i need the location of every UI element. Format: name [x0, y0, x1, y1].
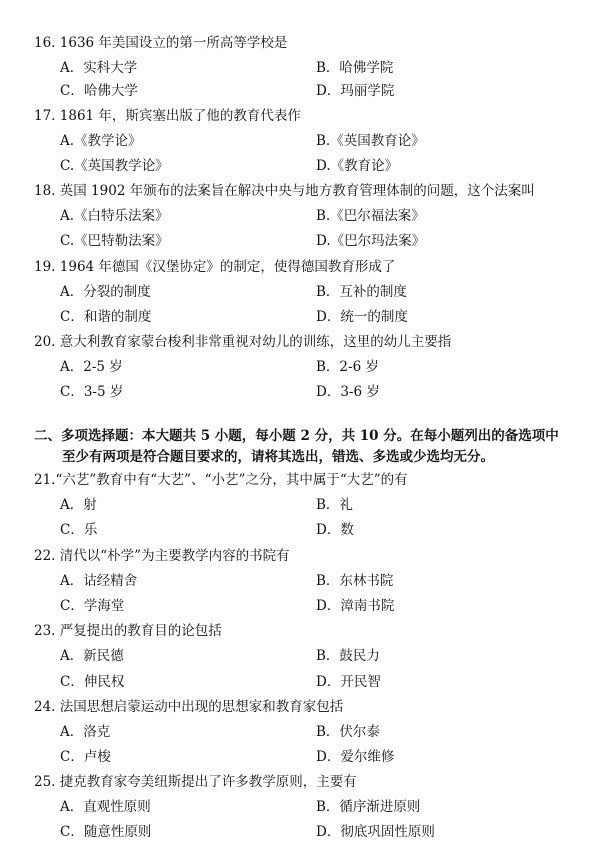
- section-2-heading-line-1: 二、多项选择题：本大题共 5 小题，每小题 2 分，共 10 分。在每小题列出的备选项中: [34, 428, 559, 444]
- question-25-option-d: D．彻底巩固性原则: [316, 824, 435, 840]
- question-20-option-a: A．2-5 岁: [60, 359, 123, 375]
- question-23-option-b: B．鼓民力: [316, 648, 380, 664]
- question-22-option-d: D．漳南书院: [316, 598, 395, 614]
- question-24-option-b: B．伏尔泰: [316, 724, 380, 740]
- question-16-option-a: A．实科大学: [60, 60, 138, 76]
- question-18-option-b: B.《巴尔福法案》: [316, 208, 425, 224]
- question-24-option-a: A．洛克: [60, 724, 111, 740]
- question-24-stem: 24. 法国思想启蒙运动中出现的思想家和教育家包括: [34, 699, 344, 715]
- question-20-stem: 20. 意大利教育家蒙台梭利非常重视对幼儿的训练，这里的幼儿主要指: [34, 334, 452, 350]
- question-17-option-c: C.《英国教学论》: [60, 158, 169, 174]
- question-25-option-c: C．随意性原则: [60, 824, 152, 840]
- question-16-option-b: B．哈佛学院: [316, 60, 394, 76]
- question-16-option-d: D．玛丽学院: [316, 83, 395, 99]
- question-16-stem: 16. 1636 年美国设立的第一所高等学校是: [34, 35, 288, 51]
- question-17-option-a: A.《教学论》: [60, 133, 142, 149]
- question-23-stem: 23. 严复提出的教育目的论包括: [34, 623, 222, 639]
- question-19-option-d: D．统一的制度: [316, 309, 408, 325]
- question-17-option-b: B.《英国教育论》: [316, 133, 425, 149]
- question-18-option-a: A.《白特乐法案》: [60, 208, 169, 224]
- question-16-option-c: C．哈佛大学: [60, 83, 138, 99]
- question-20-option-d: D．3-6 岁: [316, 384, 380, 400]
- question-20-option-c: C．3-5 岁: [60, 384, 124, 400]
- question-22-option-b: B．东林书院: [316, 573, 394, 589]
- question-23-option-a: A．新民德: [60, 648, 124, 664]
- question-21-stem: 21.“六艺”教育中有“大艺”、“小艺”之分，其中属于“大艺”的有: [34, 472, 408, 488]
- question-25-stem: 25. 捷克教育家夸美纽斯提出了许多教学原则，主要有: [34, 774, 357, 790]
- question-21-option-d: D．数: [316, 522, 354, 538]
- question-18-option-d: D.《巴尔玛法案》: [316, 233, 426, 249]
- question-21-option-c: C．乐: [60, 522, 98, 538]
- question-22-stem: 22. 清代以“朴学”为主要教学内容的书院有: [34, 548, 290, 564]
- question-21-option-a: A．射: [60, 497, 97, 513]
- question-25-option-b: B．循序渐进原则: [316, 799, 421, 815]
- question-18-stem: 18. 英国 1902 年颁布的法案旨在解决中央与地方教育管理体制的问题，这个法案叫: [34, 183, 535, 199]
- question-23-option-c: C．伸民权: [60, 674, 125, 690]
- question-25-option-a: A．直观性原则: [60, 799, 151, 815]
- question-24-option-c: C．卢梭: [60, 749, 111, 765]
- question-22-option-a: A．诂经精舍: [60, 573, 138, 589]
- question-17-stem: 17. 1861 年，斯宾塞出版了他的教育代表作: [34, 108, 301, 124]
- question-19-option-b: B．互补的制度: [316, 284, 407, 300]
- question-19-option-a: A．分裂的制度: [60, 284, 151, 300]
- question-19-option-c: C．和谐的制度: [60, 309, 152, 325]
- question-19-stem: 19. 1964 年德国《汉堡协定》的制定，使得德国教育形成了: [34, 259, 396, 275]
- section-2-heading-line-2: 至少有两项是符合题目要求的，请将其选出，错选、多选或少选均无分。: [62, 449, 494, 465]
- question-24-option-d: D．爱尔维修: [316, 749, 395, 765]
- question-22-option-c: C．学海堂: [60, 598, 125, 614]
- question-21-option-b: B．礼: [316, 497, 353, 513]
- question-18-option-c: C.《巴特勒法案》: [60, 233, 169, 249]
- question-23-option-d: D．开民智: [316, 674, 381, 690]
- question-17-option-d: D.《教育论》: [316, 158, 399, 174]
- question-20-option-b: B．2-6 岁: [316, 359, 379, 375]
